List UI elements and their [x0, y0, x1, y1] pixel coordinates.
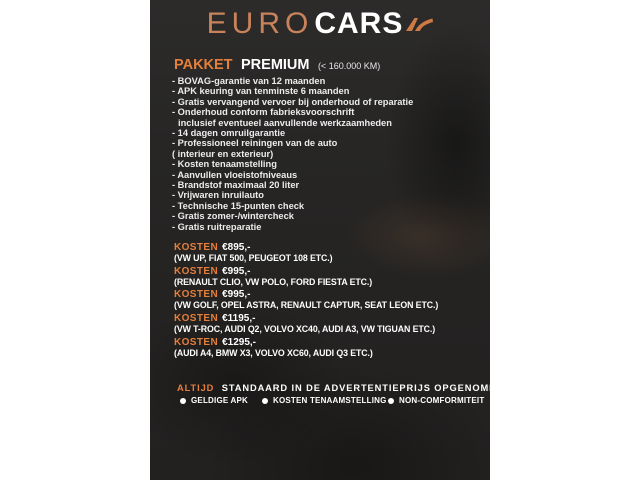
- included-item-label: KOSTEN TENAAMSTELLING: [273, 396, 387, 405]
- price-block: [174, 337, 484, 359]
- price-value: €995,-: [222, 265, 251, 277]
- price-value: €995,-: [222, 289, 251, 301]
- included-title-accent: ALTIJD: [177, 383, 215, 393]
- feature-line: - Brandstof maximaal 20 liter: [172, 180, 300, 191]
- pricing-list: [174, 242, 484, 361]
- feature-line: - Technische 15-punten check: [172, 200, 305, 211]
- feature-line: - Professioneel reiningen van de auto: [172, 138, 338, 149]
- feature-line: - BOVAG-garantie van 12 maanden: [172, 76, 326, 86]
- price-value: €895,-: [222, 242, 251, 253]
- price-models: (RENAULT CLIO, VW POLO, FORD FIESTA ETC.): [174, 276, 373, 287]
- price-label: KOSTEN: [174, 313, 219, 325]
- price-models: (AUDI A4, BMW X3, VOLVO XC60, AUDI Q3 ETC.): [174, 347, 373, 358]
- included-title: [177, 383, 508, 393]
- price-label: KOSTEN: [174, 336, 219, 348]
- road-swoosh-icon: [405, 15, 433, 37]
- price-label: KOSTEN: [174, 289, 219, 301]
- feature-line: - Gratis zomer-/wintercheck: [172, 211, 294, 222]
- feature-line: inclusief eventueel aanvullende werkzaamheden: [178, 117, 392, 128]
- price-value: €1195,-: [222, 313, 256, 325]
- feature-line: - APK keuring van tenminste 6 maanden: [172, 86, 350, 97]
- included-item-label: GELDIGE APK: [191, 396, 249, 405]
- feature-line: - Onderhoud conform fabrieksvoorschrift: [172, 107, 355, 118]
- eurocars-logo: [150, 8, 490, 40]
- feature-line: - Kosten tenaamstelling: [172, 159, 277, 170]
- price-label: KOSTEN: [174, 242, 219, 253]
- ad-panel: [150, 0, 508, 480]
- feature-line: - 14 dagen omruilgarantie: [172, 128, 286, 139]
- package-title-accent: PAKKET: [174, 57, 233, 73]
- price-block: [174, 289, 484, 311]
- logo-euro-text: EURO: [206, 7, 314, 40]
- feature-line: - Gratis ruitreparatie: [172, 221, 262, 232]
- price-label: KOSTEN: [174, 265, 219, 277]
- price-block: [174, 313, 484, 335]
- bullet-dot-icon: [388, 398, 394, 404]
- included-item-label: NON-COMFORMITEIT: [399, 396, 485, 405]
- package-title-km-limit: (< 160.000 KM): [317, 61, 381, 71]
- price-models: (VW GOLF, OPEL ASTRA, RENAULT CAPTUR, SEAT LEON ETC.): [174, 300, 439, 311]
- package-title-main: PREMIUM: [241, 57, 310, 73]
- included-item: [262, 396, 387, 405]
- feature-line: ( interieur en exterieur): [172, 148, 274, 159]
- price-block: [174, 266, 484, 288]
- bullet-dot-icon: [180, 398, 186, 404]
- price-block: [174, 242, 484, 264]
- price-models: (VW UP, FIAT 500, PEUGEOT 108 ETC.): [174, 253, 333, 263]
- included-item: [180, 396, 248, 405]
- bullet-dot-icon: [262, 398, 268, 404]
- price-value: €1295,-: [222, 336, 256, 348]
- feature-list: [172, 76, 472, 232]
- feature-line: - Aanvullen vloeistofniveaus: [172, 169, 298, 180]
- logo-cars-text: CARS: [314, 7, 404, 40]
- feature-line: - Vrijwaren inruilauto: [172, 190, 264, 201]
- price-models: (VW T-ROC, AUDI Q2, VOLVO XC40, AUDI A3, VW TIGUAN ETC.): [174, 324, 436, 335]
- feature-line: - Gratis vervangend vervoer bij onderhoud of reparatie: [172, 96, 414, 107]
- included-item: [388, 396, 484, 405]
- included-title-rest: STANDAARD IN DE ADVERTENTIEPRIJS OPGENOMEN:: [221, 383, 508, 393]
- package-title: [174, 56, 380, 74]
